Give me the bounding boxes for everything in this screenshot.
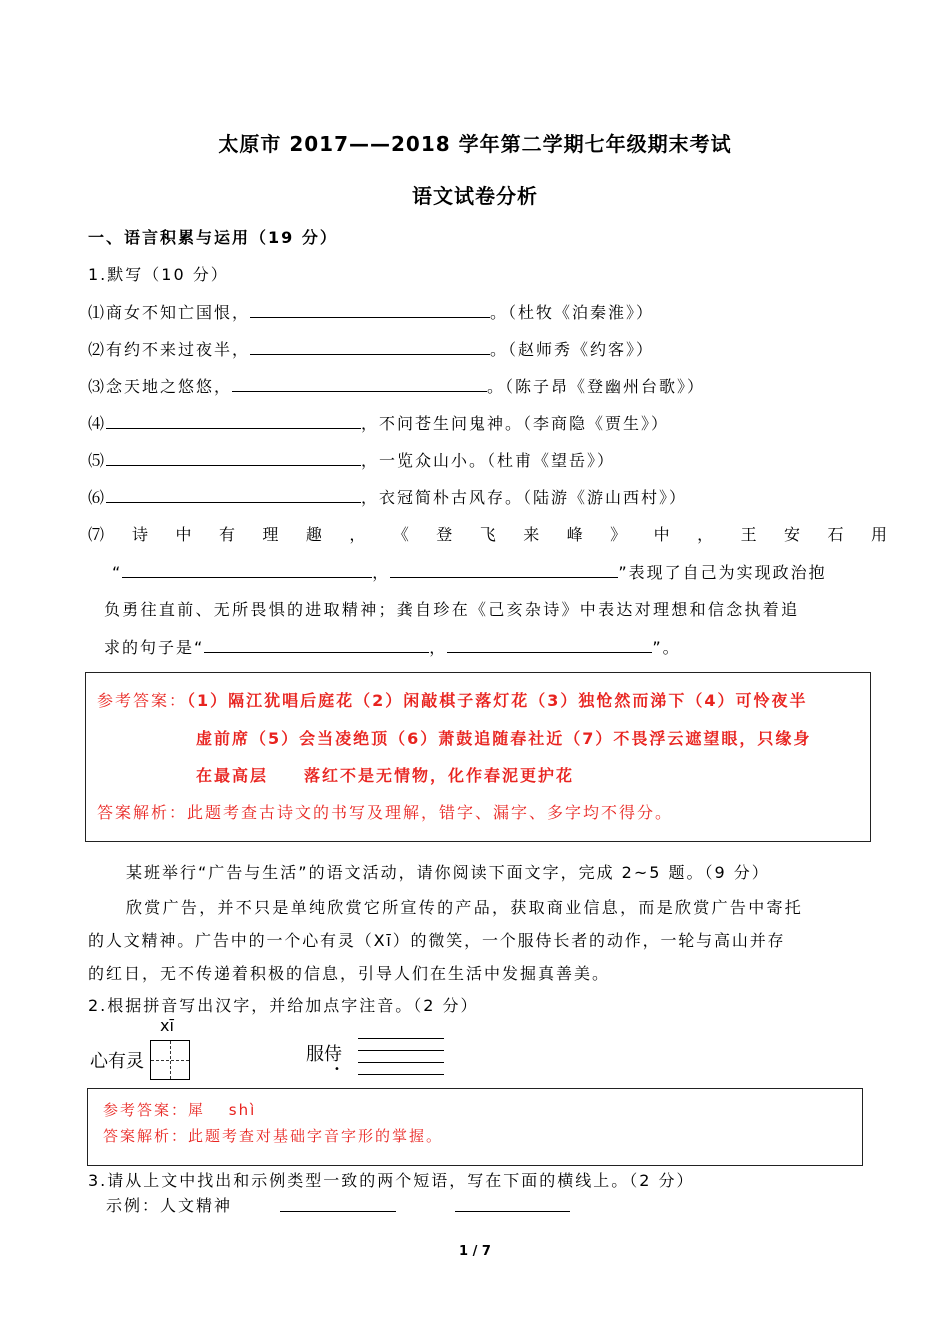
q1-item-7-line4 xyxy=(104,635,681,658)
char: 理 xyxy=(262,525,279,544)
item-num: ⑵ xyxy=(88,340,107,359)
q2-answer: 参考答案：犀 shì xyxy=(103,1101,257,1119)
pinyin-line-4[interactable] xyxy=(358,1074,444,1075)
q1-answer-line2: 虚前席（5）会当凌绝顶（6）萧鼓追随春社近（7）不畏浮云遮望眼，只缘身 xyxy=(196,729,812,748)
answer-blank[interactable] xyxy=(106,414,361,429)
char: 用 xyxy=(870,525,887,544)
answer-blank[interactable] xyxy=(106,451,361,466)
answer-blank[interactable] xyxy=(250,303,490,318)
char: 趣 xyxy=(305,525,322,544)
open-quote: “ xyxy=(112,563,123,582)
q1-item-7-num: ⑺ xyxy=(88,525,105,544)
q1-stem: 1.默写（10 分） xyxy=(88,265,229,284)
passage-line3: 的红日，无不传递着积极的信息，引导人们在生活中发掘真善美。 xyxy=(88,964,611,983)
answer-blank[interactable] xyxy=(106,488,361,503)
item-num: ⑸ xyxy=(88,451,107,470)
q2-stem: 2.根据拼音写出汉字，并给加点字注音。（2 分） xyxy=(88,996,479,1015)
item-after: ，衣冠简朴古风存。（陆游《游山西村》） xyxy=(361,488,688,507)
page-subtitle: 语文试卷分析 xyxy=(412,184,538,208)
q1-item-7-line2 xyxy=(112,560,827,583)
answer-blank[interactable] xyxy=(447,638,652,653)
emphasis-dot: • xyxy=(334,1064,340,1075)
q1-item-4 xyxy=(88,411,669,434)
item-num: ⑶ xyxy=(88,377,107,396)
grid-guide-horizontal xyxy=(151,1060,189,1061)
line2-tail: ”表现了自己为实现政治抱 xyxy=(618,563,827,582)
passage-line2: 的人文精神。广告中的一个心有灵（Xī）的微笑，一个服侍长者的动作，一轮与高山并存 xyxy=(88,931,786,950)
char: ， xyxy=(697,525,714,544)
q2-analysis: 答案解析：此题考查对基础字音字形的掌握。 xyxy=(103,1127,444,1145)
page-number: 1 / 7 xyxy=(459,1244,491,1259)
q1-item-2 xyxy=(88,337,654,360)
item-after: 。（赵师秀《约客》） xyxy=(490,340,655,359)
q1-item-7-line1 xyxy=(132,522,887,545)
item-after: 。（杜牧《泊秦淮》） xyxy=(490,303,655,322)
char: 安 xyxy=(784,525,801,544)
item-before: 商女不知亡国恨， xyxy=(106,303,251,322)
line4-head: 求的句子是“ xyxy=(104,638,205,657)
word-xin-you-ling: 心有灵 xyxy=(90,1051,144,1072)
item-num: ⑹ xyxy=(88,488,107,507)
line4-comma: ， xyxy=(429,638,448,657)
char: 中 xyxy=(653,525,670,544)
pinyin-line-1[interactable] xyxy=(358,1038,444,1039)
item-before: 念天地之悠悠， xyxy=(106,377,233,396)
q1-item-7-line3: 负勇往直前、无所畏惧的进取精神；龚自珍在《己亥杂诗》中表达对理想和信念执着追 xyxy=(104,600,800,619)
item-before: 有约不来过夜半， xyxy=(106,340,251,359)
item-num: ⑴ xyxy=(88,303,107,322)
pinyin-line-3[interactable] xyxy=(358,1062,444,1063)
char: 登 xyxy=(436,525,453,544)
page-title: 太原市 2017——2018 学年第二学期七年级期末考试 xyxy=(218,132,732,156)
char: 诗 xyxy=(132,525,149,544)
section-heading: 一、语言积累与运用（19 分） xyxy=(88,228,338,247)
char: 来 xyxy=(523,525,540,544)
char: 》 xyxy=(610,525,627,544)
line4-tail: ”。 xyxy=(652,638,681,657)
answer-blank[interactable] xyxy=(390,563,618,578)
pinyin-line-2[interactable] xyxy=(358,1050,444,1051)
q3-example: 示例：人文精神 xyxy=(106,1196,233,1215)
comma: ， xyxy=(372,563,391,582)
char: 《 xyxy=(392,525,409,544)
char: 王 xyxy=(740,525,757,544)
char: 飞 xyxy=(479,525,496,544)
pinyin-label: xī xyxy=(160,1016,174,1035)
q3-answer-blank-2[interactable] xyxy=(455,1211,570,1212)
answer-blank[interactable] xyxy=(250,340,490,355)
q1-item-5 xyxy=(88,448,615,471)
q3-stem: 3.请从上文中找出和示例类型一致的两个短语，写在下面的横线上。（2 分） xyxy=(88,1171,695,1190)
item-after: ，一览众山小。（杜甫《望岳》） xyxy=(361,451,616,470)
passage-line1: 欣赏广告，并不只是单纯欣赏它所宣传的产品，获取商业信息，而是欣赏广告中寄托 xyxy=(126,898,804,917)
item-num: ⑷ xyxy=(88,414,107,433)
word-fu-shi: 服侍 xyxy=(306,1044,342,1065)
q1-item-3 xyxy=(88,374,705,397)
q1-item-1 xyxy=(88,300,654,323)
q1-answer-analysis: 答案解析：此题考查古诗文的书写及理解，错字、漏字、多字均不得分。 xyxy=(97,803,674,822)
q1-item-6 xyxy=(88,485,687,508)
q3-answer-blank-1[interactable] xyxy=(280,1211,396,1212)
char: 有 xyxy=(218,525,235,544)
q1-answer-line1 xyxy=(97,688,808,711)
answer-blank[interactable] xyxy=(232,377,487,392)
item-after: 。（陈子昂《登幽州台歌》） xyxy=(487,377,706,396)
char: 中 xyxy=(175,525,192,544)
char: ， xyxy=(349,525,366,544)
char: 石 xyxy=(827,525,844,544)
char: 峰 xyxy=(566,525,583,544)
character-grid[interactable] xyxy=(150,1040,190,1080)
answer-label: 参考答案： xyxy=(97,691,188,710)
answer-blank[interactable] xyxy=(122,563,372,578)
passage-intro: 某班举行“广告与生活”的语文活动，请你阅读下面文字，完成 2~5 题。（9 分） xyxy=(126,863,770,882)
item-after: ，不问苍生问鬼神。（李商隐《贾生》） xyxy=(361,414,670,433)
q1-answer-line3: 在最高层 落红不是无情物，化作春泥更护花 xyxy=(196,766,575,785)
answer-text: （1）隔江犹唱后庭花（2）闲敲棋子落灯花（3）独怆然而涕下（4）可怜夜半 xyxy=(187,691,808,710)
answer-blank[interactable] xyxy=(204,638,429,653)
